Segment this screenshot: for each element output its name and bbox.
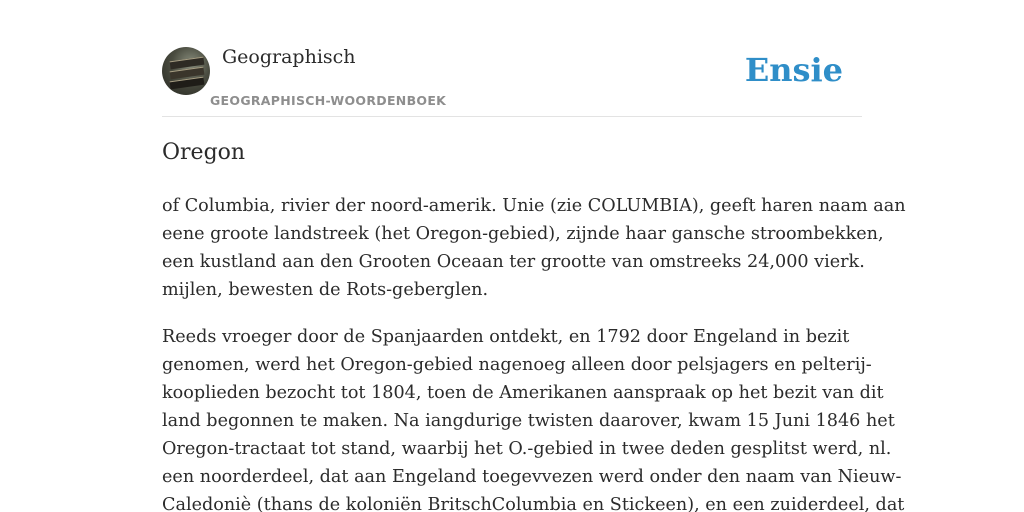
paragraph-line: mijlen, bewesten de Rots-geberglen. <box>162 280 489 300</box>
paragraph-line: een kustland aan den Grooten Oceaan ter grootte van omstreeks 24,000 vierk. <box>162 252 865 272</box>
paragraph-line: kooplieden bezocht tot 1804, toen de Amerikanen aanspraak op het bezit van dit <box>162 383 884 403</box>
paragraph-line: land begonnen te maken. Na iangdurige twisten daarover, kwam 15 Juni 1846 het <box>162 411 895 431</box>
article-paragraph <box>162 323 905 512</box>
paragraph-line: genomen, werd het Oregon-gebied nagenoeg alleen door pelsjagers en pelterij- <box>162 355 872 375</box>
paragraph-line: eene groote landstreek (het Oregon-gebied), zijnde haar gansche stroombekken, <box>162 224 884 244</box>
site-name-link[interactable]: Geographisch <box>222 46 356 68</box>
paragraph-line: Reeds vroeger door de Spanjaarden ontdekt, en 1792 door Engeland in bezit <box>162 327 850 347</box>
paragraph-line: een noorderdeel, dat aan Engeland toegevvezen werd onder den naam van Nieuw- <box>162 467 902 487</box>
paragraph-line: Caledoniè (thans de koloniën BritschColumbia en Stickeen), en een zuiderdeel, dat <box>162 495 905 512</box>
site-avatar[interactable] <box>162 47 210 95</box>
site-header <box>162 46 862 117</box>
article-title: Oregon <box>162 140 246 165</box>
article-paragraph <box>162 192 906 304</box>
article-body <box>162 192 906 512</box>
paragraph-line: of Columbia, rivier der noord-amerik. Unie (zie COLUMBIA), geeft haren naam aan <box>162 196 906 216</box>
brand-logo-link[interactable]: Ensie <box>744 51 843 89</box>
site-subtitle-link[interactable]: GEOGRAPHISCH-WOORDENBOEK <box>210 93 447 108</box>
paragraph-line: Oregon-tractaat tot stand, waarbij het O.-gebied in twee deden gesplitst werd, nl. <box>162 439 892 459</box>
